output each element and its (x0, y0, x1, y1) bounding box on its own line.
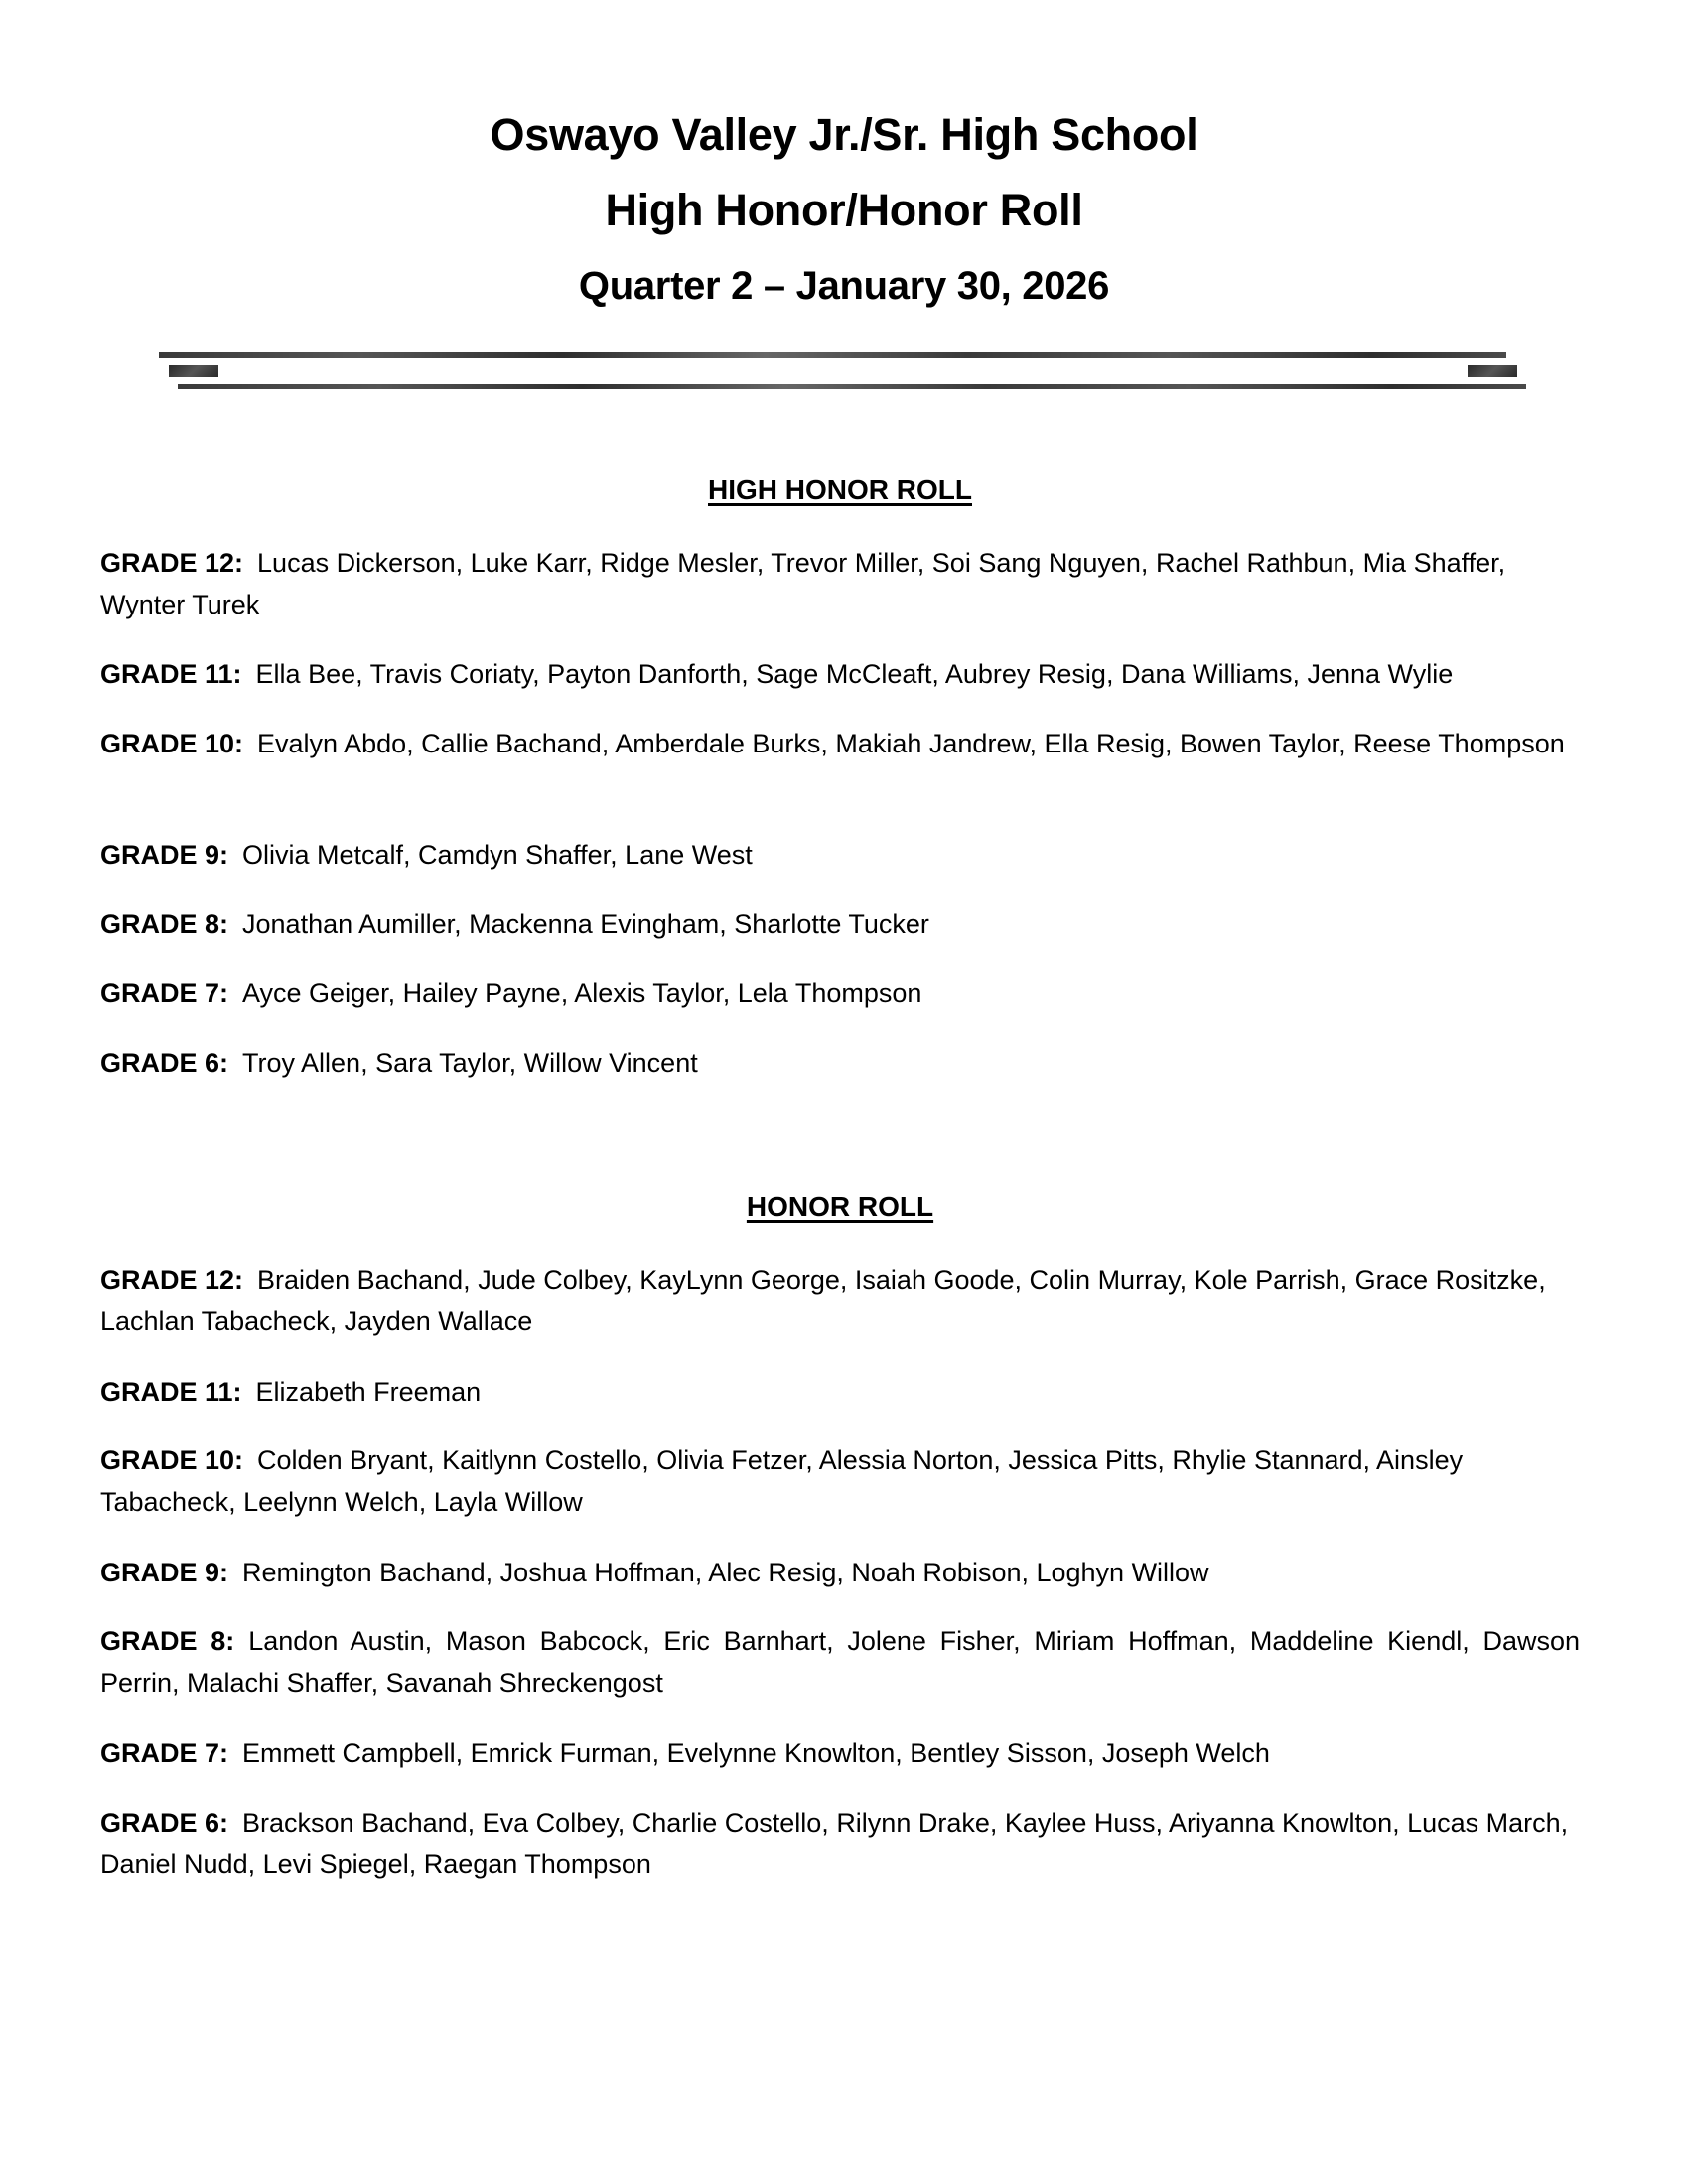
grade-label: GRADE 8: (100, 909, 229, 939)
grade-label: GRADE 11: (100, 659, 242, 689)
student-names: Brackson Bachand, Eva Colbey, Charlie Costello, Rilynn Drake, Kaylee Huss, Ariyanna Knowlton, Lucas March, Daniel Nudd, Levi Spiegel, Raegan Thompson (100, 1808, 1569, 1879)
grade-label: GRADE 9: (100, 840, 229, 870)
grade-label: GRADE 10: (100, 729, 244, 758)
section-heading-high-honor-roll: HIGH HONOR ROLL (708, 475, 972, 505)
document-title: High Honor/Honor Roll (605, 185, 1083, 235)
grade-label: GRADE 12: (100, 1265, 244, 1295)
grade-label: GRADE 6: (100, 1808, 229, 1838)
high-honor-grade-6 (100, 1042, 1580, 1084)
grade-label: GRADE 10: (100, 1445, 244, 1475)
honor-grade-10 (100, 1439, 1580, 1523)
student-names: Landon Austin, Mason Babcock, Eric Barnhart, Jolene Fisher, Miriam Hoffman, Maddeline Kiendl, Dawson Perrin, Malachi Shaffer, Savanah Shreckengost (100, 1626, 1580, 1698)
student-names: Ayce Geiger, Hailey Payne, Alexis Taylor, Lela Thompson (242, 978, 922, 1008)
honor-grade-11 (100, 1371, 1580, 1413)
high-honor-grade-9 (100, 834, 1580, 876)
student-names: Braiden Bachand, Jude Colbey, KayLynn George, Isaiah Goode, Colin Murray, Kole Parrish, Grace Rositzke, Lachlan Tabacheck, Jayden Wallace (100, 1265, 1546, 1336)
decorative-rule-end-right (1468, 365, 1517, 377)
decorative-rule-end-left (169, 365, 218, 377)
grade-label: GRADE 6: (100, 1048, 229, 1078)
grade-label: GRADE 7: (100, 1738, 229, 1768)
student-names: Lucas Dickerson, Luke Karr, Ridge Mesler, Trevor Miller, Soi Sang Nguyen, Rachel Rathbun, Mia Shaffer, Wynter Turek (100, 548, 1506, 619)
grade-label: GRADE 8: (100, 1626, 235, 1656)
student-names: Colden Bryant, Kaitlynn Costello, Olivia Fetzer, Alessia Norton, Jessica Pitts, Rhylie Stannard, Ainsley Tabacheck, Leelynn Welch, Layla Willow (100, 1445, 1464, 1517)
document-header (0, 97, 1688, 324)
high-honor-grade-10 (100, 723, 1580, 764)
school-name: Oswayo Valley Jr./Sr. High School (490, 109, 1198, 160)
high-honor-grade-8 (100, 903, 1580, 945)
high-honor-grade-12 (100, 542, 1580, 625)
grade-label: GRADE 9: (100, 1558, 229, 1587)
grade-label: GRADE 7: (100, 978, 229, 1008)
decorative-rule-bottom (178, 384, 1526, 389)
grade-label: GRADE 11: (100, 1377, 242, 1407)
honor-grade-8 (100, 1620, 1580, 1704)
honor-grade-7 (100, 1732, 1580, 1774)
honor-grade-6 (100, 1802, 1580, 1885)
high-honor-grade-7 (100, 972, 1580, 1014)
student-names: Remington Bachand, Joshua Hoffman, Alec Resig, Noah Robison, Loghyn Willow (242, 1558, 1209, 1587)
student-names: Olivia Metcalf, Camdyn Shaffer, Lane West (242, 840, 753, 870)
period-date: Quarter 2 – January 30, 2026 (578, 264, 1110, 308)
high-honor-grade-11 (100, 653, 1580, 695)
student-names: Jonathan Aumiller, Mackenna Evingham, Sharlotte Tucker (242, 909, 929, 939)
honor-grade-9 (100, 1552, 1580, 1593)
student-names: Emmett Campbell, Emrick Furman, Evelynne Knowlton, Bentley Sisson, Joseph Welch (242, 1738, 1270, 1768)
grade-label: GRADE 12: (100, 548, 244, 578)
student-names: Evalyn Abdo, Callie Bachand, Amberdale Burks, Makiah Jandrew, Ella Resig, Bowen Taylor, Reese Thompson (257, 729, 1565, 758)
student-names: Elizabeth Freeman (255, 1377, 482, 1407)
student-names: Troy Allen, Sara Taylor, Willow Vincent (242, 1048, 698, 1078)
honor-grade-12 (100, 1259, 1580, 1342)
decorative-rule-top (159, 352, 1506, 358)
section-heading-honor-roll: HONOR ROLL (746, 1191, 934, 1222)
student-names: Ella Bee, Travis Coriaty, Payton Danforth, Sage McCleaft, Aubrey Resig, Dana Williams, Jenna Wylie (255, 659, 1454, 689)
